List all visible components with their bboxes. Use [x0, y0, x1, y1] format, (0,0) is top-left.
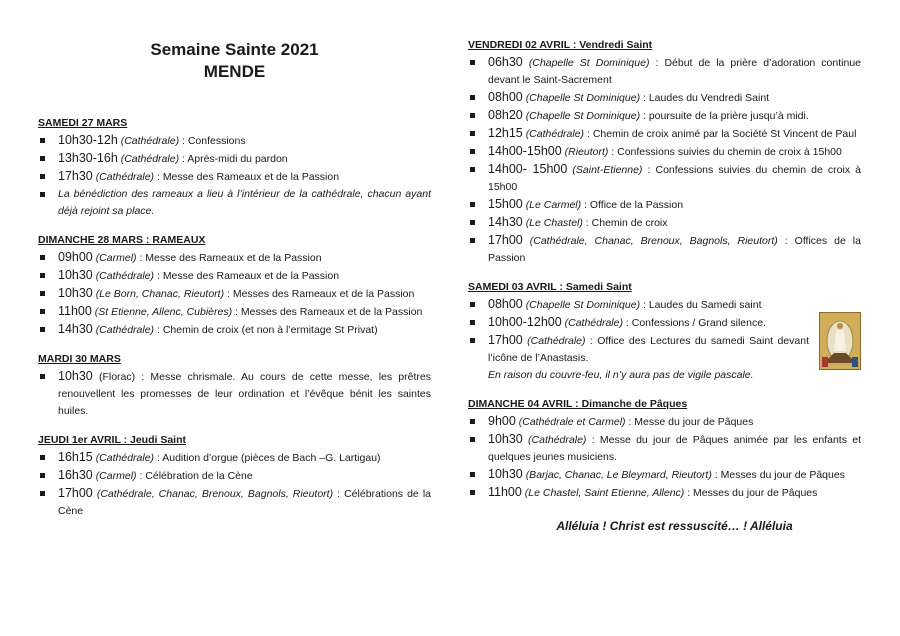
item-place: (Le Carmel): [525, 199, 582, 211]
item-text: : Messe du jour de Pâques animée par les enfants et quelques jeunes musiciens.: [488, 434, 861, 463]
item-time: 17h00: [488, 333, 523, 347]
item-place: (Carmel): [95, 470, 137, 482]
right-sections: [468, 38, 861, 502]
bullet-icon: [40, 192, 45, 197]
item-time: 08h00: [488, 90, 523, 104]
item-time: 11h00: [488, 485, 522, 499]
schedule-list: [468, 296, 861, 384]
item-time: 10h30-12h: [58, 133, 118, 147]
schedule-item: [38, 449, 431, 467]
section-heading: JEUDI 1er AVRIL : Jeudi Saint: [38, 434, 187, 446]
bullet-icon: [470, 167, 475, 172]
schedule-item: [468, 232, 861, 267]
schedule-item: [468, 125, 861, 143]
schedule-item: [468, 413, 861, 431]
item-time: 08h00: [488, 297, 523, 311]
item-time: 06h30: [488, 55, 523, 69]
schedule-item: [468, 107, 861, 125]
item-text: (Florac) : Messe chrismale. Au cours de cette messe, les prêtres renouvellent les promesses de leur ordination et l’évêque bénit les saintes huiles.: [58, 371, 431, 417]
item-place: (Cathédrale): [120, 135, 180, 147]
item-text: : Chemin de croix: [582, 217, 668, 229]
bullet-icon: [40, 491, 45, 496]
item-place: (Le Chastel): [525, 217, 583, 229]
item-text: : Messes des Rameaux et de la Passion: [232, 306, 423, 318]
item-time: 10h30: [58, 286, 93, 300]
item-text: : poursuite de la prière jusqu’à midi.: [640, 110, 809, 122]
item-place: (Chapelle St Dominique): [525, 110, 641, 122]
item-place: (Saint-Etienne): [572, 164, 643, 176]
bullet-icon: [40, 138, 45, 143]
item-text: : Début de la prière d’adoration continue devant le Saint-Sacrement: [488, 57, 862, 86]
bullet-icon: [470, 419, 475, 424]
item-time: 10h30: [488, 467, 523, 481]
schedule-item: [38, 368, 431, 420]
bullet-icon: [40, 374, 45, 379]
schedule-item: [468, 143, 861, 161]
bullet-icon: [470, 437, 475, 442]
anastasis-icon: [819, 312, 861, 370]
section-heading: DIMANCHE 04 AVRIL : Dimanche de Pâques: [468, 398, 688, 410]
item-time: 14h30: [58, 322, 93, 336]
bullet-icon: [40, 327, 45, 332]
schedule-item: [468, 214, 861, 232]
item-text: : Messe des Rameaux et de la Passion: [136, 252, 322, 264]
bullet-icon: [470, 472, 475, 477]
bullet-icon: [470, 338, 475, 343]
item-time: 14h00- 15h00: [488, 162, 568, 176]
left-column: [38, 0, 431, 533]
bullet-icon: [470, 220, 475, 225]
section-heading: SAMEDI 27 MARS: [38, 117, 128, 129]
bullet-icon: [40, 291, 45, 296]
schedule-item: [468, 332, 861, 384]
item-text: : Confessions / Grand silence.: [622, 317, 766, 329]
item-place: (Le Chastel, Saint Etienne, Allenc): [524, 487, 685, 499]
item-text: : Messes du jour de Pâques: [684, 487, 818, 499]
item-time: 17h00: [58, 486, 93, 500]
bullet-icon: [470, 202, 475, 207]
bullet-icon: [40, 174, 45, 179]
item-text: : Confessions suivies du chemin de croix à 15h00: [488, 164, 861, 193]
item-text: : Confessions suivies du chemin de croix à 15h00: [608, 146, 842, 158]
item-place: (Cathédrale): [95, 324, 155, 336]
schedule-item: [38, 267, 431, 285]
item-text: : Célébrations de la Cène: [58, 488, 432, 517]
item-time: 16h30: [58, 468, 93, 482]
schedule-section: [38, 116, 431, 220]
closing-acclamation: Alléluia ! Christ est ressuscité… ! Alléluia: [556, 519, 793, 533]
schedule-section: [38, 233, 431, 339]
item-place: (Chapelle St Dominique): [528, 57, 650, 69]
item-time: 10h30: [58, 268, 93, 282]
schedule-item: [38, 285, 431, 303]
schedule-item: [468, 466, 861, 484]
item-text: : Chemin de croix animé par la Société St Vincent de Paul: [584, 128, 857, 140]
schedule-item: [38, 485, 431, 520]
schedule-list: [38, 368, 431, 420]
item-text: : Confessions: [179, 135, 246, 147]
item-time: 10h00-12h00: [488, 315, 562, 329]
schedule-item: [468, 54, 861, 89]
item-time: 13h30-16h: [58, 151, 118, 165]
item-text: : Chemin de croix (et non à l’ermitage St Privat): [154, 324, 378, 336]
schedule-item: [468, 196, 861, 214]
item-place: (Cathédrale): [527, 335, 586, 347]
schedule-item: [468, 484, 861, 502]
schedule-list: [468, 54, 861, 267]
section-heading: DIMANCHE 28 MARS : RAMEAUX: [38, 234, 206, 246]
item-text: : Messes du jour de Pâques: [711, 469, 845, 481]
item-place: (Cathédrale): [95, 270, 155, 282]
bullet-icon: [470, 60, 475, 65]
item-time: 11h00: [58, 304, 92, 318]
schedule-item: [38, 249, 431, 267]
item-place: (Barjac, Chanac, Le Bleymard, Rieutort): [525, 469, 712, 481]
schedule-section: [468, 397, 861, 502]
page-subtitle: MENDE: [203, 62, 266, 81]
item-place: (Cathédrale, Chanac, Brenoux, Bagnols, Rieutort): [529, 235, 778, 247]
item-text: : Messe des Rameaux et de la Passion: [154, 270, 340, 282]
schedule-item: [38, 321, 431, 339]
item-time: 10h30: [488, 432, 523, 446]
item-text: : Laudes du Vendredi Saint: [640, 92, 770, 104]
schedule-item: [38, 150, 431, 168]
top-spacer: [468, 0, 861, 38]
item-text: : Messe des Rameaux et de la Passion: [154, 171, 340, 183]
item-time: 08h20: [488, 108, 523, 122]
bullet-icon: [470, 320, 475, 325]
item-place: (Le Born, Chanac, Rieutort): [95, 288, 225, 300]
item-place: (Cathédrale): [525, 128, 585, 140]
page-title: Semaine Sainte 2021: [150, 40, 319, 59]
schedule-item: [468, 314, 861, 332]
bullet-icon: [40, 455, 45, 460]
item-time: 09h00: [58, 250, 93, 264]
item-place: (Cathédrale et Carmel): [518, 416, 626, 428]
item-subnote: En raison du couvre-feu, il n’y aura pas de vigile pascale.: [488, 369, 754, 381]
bullet-icon: [40, 156, 45, 161]
schedule-item: [468, 89, 861, 107]
item-text: : Messes des Rameaux et de la Passion: [224, 288, 415, 300]
item-time: 17h30: [58, 169, 93, 183]
schedule-item: [38, 168, 431, 186]
bullet-icon: [470, 131, 475, 136]
bullet-icon: [470, 95, 475, 100]
item-time: 15h00: [488, 197, 523, 211]
bullet-icon: [470, 149, 475, 154]
schedule-item: [468, 296, 861, 314]
schedule-list: [38, 249, 431, 339]
item-place: (Rieutort): [564, 146, 609, 158]
bullet-icon: [40, 273, 45, 278]
bullet-icon: [470, 113, 475, 118]
schedule-section: [468, 280, 861, 384]
item-place: (Carmel): [95, 252, 137, 264]
item-time: 9h00: [488, 414, 516, 428]
schedule-item: [38, 132, 431, 150]
bullet-icon: [470, 490, 475, 495]
left-sections: [38, 116, 431, 520]
schedule-section: [468, 38, 861, 267]
item-text: : Office de la Passion: [581, 199, 684, 211]
schedule-item: [468, 161, 861, 196]
item-text: : Audition d’orgue (pièces de Bach –G. Lartigau): [154, 452, 381, 464]
bullet-icon: [40, 473, 45, 478]
section-body: [468, 296, 861, 384]
schedule-list: [38, 449, 431, 520]
bullet-icon: [470, 238, 475, 243]
schedule-list: [38, 132, 431, 220]
item-place: (Cathédrale, Chanac, Brenoux, Bagnols, Rieutort): [96, 488, 334, 500]
item-text: : Célébration de la Cène: [136, 470, 253, 482]
section-heading: MARDI 30 MARS: [38, 353, 121, 365]
bullet-icon: [40, 255, 45, 260]
section-heading: VENDREDI 02 AVRIL : Vendredi Saint: [468, 39, 653, 51]
item-text: : Laudes du Samedi saint: [640, 299, 762, 311]
right-column: [468, 0, 861, 533]
item-time: 17h00: [488, 233, 523, 247]
schedule-item: [38, 303, 431, 321]
schedule-item: [38, 467, 431, 485]
schedule-section: [38, 433, 431, 520]
item-text: : Office des Lectures du samedi Saint devant l’icône de l’Anastasis.: [488, 335, 809, 364]
schedule-item: [38, 186, 431, 220]
schedule-item: [468, 431, 861, 466]
title-block: [38, 39, 431, 83]
item-place: (Cathédrale): [120, 153, 180, 165]
item-time: 12h15: [488, 126, 523, 140]
item-time: 14h30: [488, 215, 523, 229]
schedule-section: [38, 352, 431, 420]
item-time: 14h00-15h00: [488, 144, 562, 158]
item-place: (Chapelle St Dominique): [525, 92, 641, 104]
schedule-list: [468, 413, 861, 502]
item-text: : Offices de la Passion: [488, 235, 861, 264]
item-place: (Cathédrale): [95, 452, 155, 464]
section-heading: SAMEDI 03 AVRIL : Samedi Saint: [468, 281, 632, 293]
item-place: (Cathédrale): [95, 171, 155, 183]
item-place: (St Etienne, Allenc, Cubières): [94, 306, 233, 318]
bullet-icon: [470, 302, 475, 307]
item-place: (Cathédrale): [564, 317, 623, 329]
item-place: (Chapelle St Dominique): [525, 299, 641, 311]
item-text: : Après-midi du pardon: [179, 153, 288, 165]
item-text: : Messe du jour de Pâques: [625, 416, 754, 428]
item-place: (Cathédrale): [528, 434, 587, 446]
item-note: La bénédiction des rameaux a lieu à l’intérieur de la cathédrale, chacun ayant déjà rejoint sa place.: [58, 188, 431, 217]
item-time: 16h15: [58, 450, 93, 464]
item-time: 10h30: [58, 369, 93, 383]
bullet-icon: [40, 309, 45, 314]
